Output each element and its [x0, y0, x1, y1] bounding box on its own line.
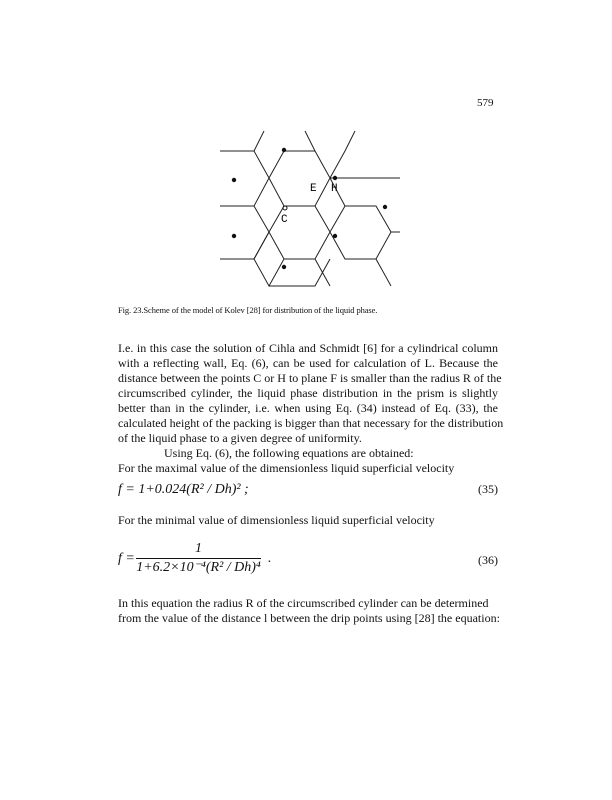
equation-36-denominator: 1+6.2×10⁻⁴(R² / Dh)⁴: [136, 560, 261, 575]
drip-point: [333, 234, 337, 238]
paragraph-line: In this equation the radius R of the circumscribed cylinder can be determined: [118, 596, 489, 610]
paragraph-line: better than in the cylinder, i.e. when using Eq. (34) instead of Eq. (33), the: [118, 401, 498, 415]
hex-edge: [254, 131, 264, 151]
hex-edge: [220, 151, 269, 206]
equation-36-fraction: [136, 541, 261, 576]
drip-point: [333, 176, 337, 180]
hex-edge: [269, 206, 330, 259]
drip-point: [232, 234, 236, 238]
paragraph-line: of the liquid phase to a given degree of uniformity.: [118, 431, 362, 445]
drip-point: [282, 148, 286, 152]
hex-edge: [305, 131, 315, 151]
paragraph-line: from the value of the distance l between the drip points using [28] the equation:: [118, 611, 500, 625]
hex-edge: [269, 151, 330, 206]
paragraph-line: distance between the points C or H to plane F is smaller than the radius R of the: [118, 371, 502, 385]
point-c-marker: [283, 206, 287, 210]
figure-caption: Fig. 23.Scheme of the model of Kolev [28] for distribution of the liquid phase.: [118, 305, 378, 315]
label-e: E: [310, 183, 317, 195]
paragraph-4: [118, 596, 498, 626]
hexagon-figure: [214, 128, 404, 298]
equation-35: [118, 482, 498, 502]
page-number: 579: [477, 97, 494, 109]
equation-36-lhs: f =: [118, 551, 135, 566]
equation-35-number: (35): [478, 482, 498, 496]
equation-36-number: (36): [478, 553, 498, 567]
hex-edge: [330, 131, 355, 178]
drip-point: [383, 205, 387, 209]
paragraph-line: circumscribed cylinder, the liquid phase distribution in the prism is slightly: [118, 386, 498, 400]
drip-point: [232, 178, 236, 182]
equation-36: [118, 541, 498, 581]
drip-point: [282, 265, 286, 269]
equation-35-expression: f = 1+0.024(R² / Dh)² ;: [118, 482, 249, 497]
paragraph-line: with a reflecting wall, Eq. (6), can be used for calculation of L. Because the: [118, 356, 498, 370]
hex-edge: [220, 206, 269, 259]
hexagon-diagram: [214, 128, 404, 298]
label-h: H: [331, 183, 338, 195]
hex-edge: [376, 259, 391, 286]
equation-36-period: .: [268, 551, 272, 566]
hex-edge: [254, 259, 284, 286]
hex-edge: [330, 206, 391, 259]
maximal-value-line: For the maximal value of the dimensionless liquid superficial velocity: [118, 461, 455, 475]
paragraph-line: I.e. in this case the solution of Cihla and Schmidt [6] for a cylindrical column: [118, 341, 498, 355]
paragraph-3: For the minimal value of dimensionless liquid superficial velocity: [118, 513, 435, 527]
paragraph-1: [118, 341, 504, 476]
paragraph-line: calculated height of the packing is bigger than that necessary for the distribution: [118, 416, 504, 430]
hex-edge: [254, 232, 269, 259]
equation-36-numerator: 1: [195, 541, 202, 556]
label-c: C: [281, 214, 288, 226]
hex-edge: [269, 259, 330, 286]
using-equation-line: Using Eq. (6), the following equations are obtained:: [164, 446, 414, 460]
